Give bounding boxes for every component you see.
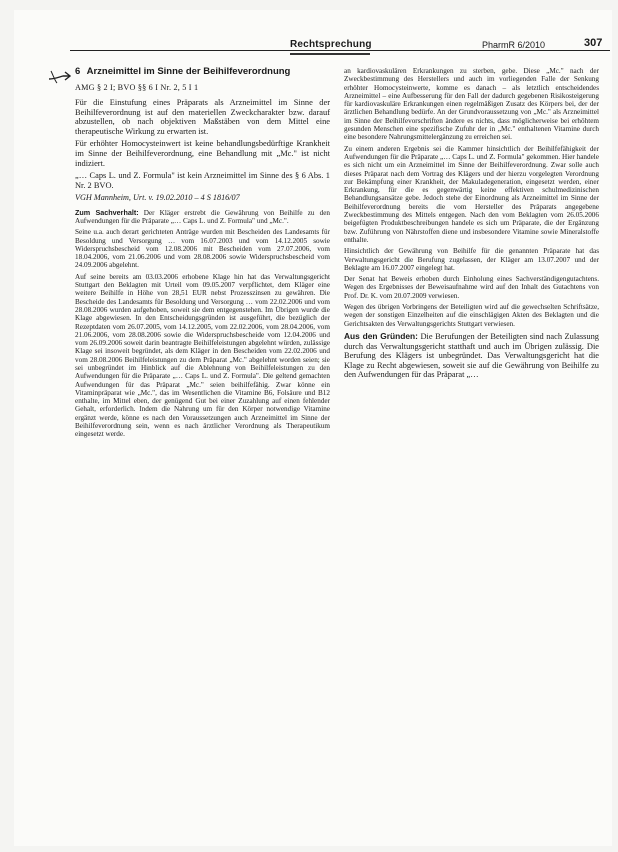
sachverhalt-paragraph [75,209,330,226]
article-number: 6 [75,66,81,77]
left-column [75,66,330,442]
journal-name: PharmR 6/2010 [482,40,546,50]
section-label: Rechtsprechung [290,39,370,55]
page-number: 307 [584,37,603,49]
body-paragraph: Seine u.a. auch derart gerichteten Anträge wurden mit Bescheiden des Landesamts für Besoldung und Versorgung … vom 16.07.2003 und vom 14.12.2005 sowie Widerspruchsbescheid vom 12.08.2006 mit Bescheiden vom 27.07.2006, vom 18.04.2006, vom 21.06.2006 und vom 28.08.2006 sowie Widerspruchsbescheid vom 24.09.2006 abgelehnt. [75,228,330,270]
gruende-paragraph [344,332,599,380]
body-paragraph: Auf seine bereits am 03.03.2006 erhobene Klage hin hat das Verwaltungsgericht Stuttgart den Beklagten mit Urteil vom 09.05.2007 verpflichtet, dem Kläger eine weitere Beihilfe in Höhe von 28,51 EUR nebst Prozesszinsen zu gewähren. Die Bescheide des Landesamts für Besoldung und Versorgung … vom 22.02.2006 und vom 28.08.2006 wurden aufgehoben, soweit sie dem entgegenstehen. Im Übrigen wurde die Klage abgewiesen. In den Entscheidungsgründen ist ausgeführt, die bezüglich der Rezeptdaten vom 26.07.2005, vom 14.12.2005, vom 22.02.2006, vom 28.04.2006, vom 21.06.2006, vom 28.08.2006 sowie die Widerspruchsbescheide vom 12.04.2006 und vom 26.09.2006 soweit darin beantragte Beihilfeleistungen abgelehnt würden, zulässige Klage sei insoweit begründet, als dem Kläger in den Bescheiden vom 22.02.2006 und vom 28.08.2006 Beihilfeleistungen zu dem Präparat „Mc." abgelehnt worden seien; sie sei unbegründet im Hinblick auf die Ablehnung von Beihilfeleistungen zu den Aufwendungen für die Präparate „… Caps L. und Z. Formula". Die geltend gemachten Aufwendungen für das Präparat „Mc." seien beihilfefähig. Zwar könne ein Vitaminpräparat wie „Mc.", das im Wesentlichen die Vitamine B6, Folsäure und B12 enthalte, im Mittel eben, der genügend Gut bei einer Zuzahlung auf einen fehlender Gehalt, erforderlich. Indem die Nahrung um für den Körper notwendige Vitamine ergänzt werde, könne es nach den Voraussetzungen auch Arzneimittel im Sinne der Beihilfeverordnung sein, wenn es nach ärztlicher Verordnung als Therapeutikum eingesetzt werde. [75,272,330,439]
article-heading [75,66,330,77]
headnote-1: Für die Einstufung eines Präparats als Arzneimittel im Sinne der Beihilfeverordnung ist auf den materiellen Zweckcharakter bzw. darauf abzustellen, ob nach objektiven Maßstäben von dem Mittel eine therapeutische Wirkung zu erwarten ist. [75,98,330,136]
court-reference: VGH Mannheim, Urt. v. 19.02.2010 – 4 S 1816/07 [75,193,240,203]
body-paragraph: an kardiovaskulären Erkrankungen zu sterben, gebe. Diese „Mc." nach der Zweckbestimmung des Herstellers und auch im vorliegenden Falle der Senkung erhöhter Homocysteinwerte, komme es danach – als letztlich entscheidendes Arzneimittel – eine Aufbesserung für den Fall der dadurch gegebenen Risikosteigerung für kardiovaskuläre Erkrankungen einen regelmäßigen Zusatz des Körpers bei, der der ärztlichen Behandlung bedürfe. An der Grundvoraussetzung von „Mc." als Arzneimittel im Sinne der Beihilfevorschriften ändere es nichts, dass möglicherweise bei erhöhtem gesunden Menschen eine spezifische Zufuhr der in „Mc." enthaltenen Vitamine durch eine besondere Nahrungsmittelergänzung zu erreichen sei. [344,67,599,142]
body-text: Die Berufungen der Beteiligten sind nach Zulassung durch das Verwaltungsgericht statthaft und auch im Übrigen zulässig. Die Berufung des Klägers ist unbegründet. Das Verwaltungsgericht hat die Klage zu Recht abgewiesen, soweit sie auf die Gewährung von Beihilfe zu den Aufwendungen für das Präparat „… [344,331,599,380]
gruende-label: Aus den Gründen: [344,330,418,341]
document-page [14,10,612,846]
right-column [344,67,599,383]
body-text: Der Kläger erstrebt die Gewährung von Beihilfe zu den Aufwendungen für die Präparate „… Caps L. und Z. Formula" und „Mc.". [75,208,331,225]
body-paragraph: Der Senat hat Beweis erhoben durch Einholung eines Sachverständigengutachtens. Wegen des Ergebnisses der Beweisaufnahme wird auf den Inhalt des Gutachtens von Prof. Dr. K. vom 20.07.2009 verwiesen. [344,275,599,300]
headnote-3: „… Caps L. und Z. Formula" ist kein Arzneimittel im Sinne des § 6 Abs. 1 Nr. 2 BVO. [75,171,330,190]
body-paragraph: Hinsichtlich der Gewährung von Beihilfe für die genannten Präparate hat das Verwaltungsgericht die Berufung zugelassen, der Kläger am 13.07.2007 und der Beklagte am 16.07.2007 eingelegt hat. [344,247,599,272]
sachverhalt-label: Zum Sachverhalt: [75,207,139,217]
article-title: Arzneimittel im Sinne der Beihilfeverordnung [86,66,291,77]
hand-arrow-icon [47,67,75,85]
header-rule [70,50,610,51]
body-paragraph: Zu einem anderen Ergebnis sei die Kammer hinsichtlich der Beihilfefähigkeit der Aufwendungen für die Präparate „… Caps L. und Z. Formula" gekommen. Hier handele es sich nicht um ein Arzneimittel im Sinne der Beihilfeverordnung. Zwar solle auch dieses Präparat nach dem Vortrag des Klägers und der hierzu vorgelegten Verordnung zur Bekämpfung einer Krankheit, der Makuladegeneration, eingesetzt werden, einer Erkrankung, für die es gegenwärtig keine effektiven schulmedizinischen Behandlungsansätze gebe. Jedoch stehe der Einordnung als Arzneimittel im Sinne der Beihilfeverordnung bereits die vom Hersteller des Präparats angegebene Zweckbestimmung des Mittels entgegen. Nach den vom Beklagten vom 26.05.2006 beigefügten Produktbeschreibungen handele es sich um Präparate, die der Ergänzung bzw. Zuführung von Nährstoffen diene und insbesondere Vitamine sowie Mineralstoffe enthalte. [344,144,599,244]
legal-citation: AMG § 2 I; BVO §§ 6 I Nr. 2, 5 I 1 [75,83,199,92]
body-paragraph: Wegen des übrigen Vorbringens der Beteiligten wird auf die gewechselten Schriftsätze, wegen der sonstigen Einzelheiten auf die einschlägigen Akten des Beklagten und die Gerichtsakten des Verwaltungsgerichts Stuttgart verwiesen. [344,303,599,328]
headnote-2: Für erhöhter Homocysteinwert ist keine behandlungsbedürftige Krankheit im Sinne der Beihilfeverordnung, eine Behandlung mit „Mc." ist nicht indiziert. [75,139,330,168]
